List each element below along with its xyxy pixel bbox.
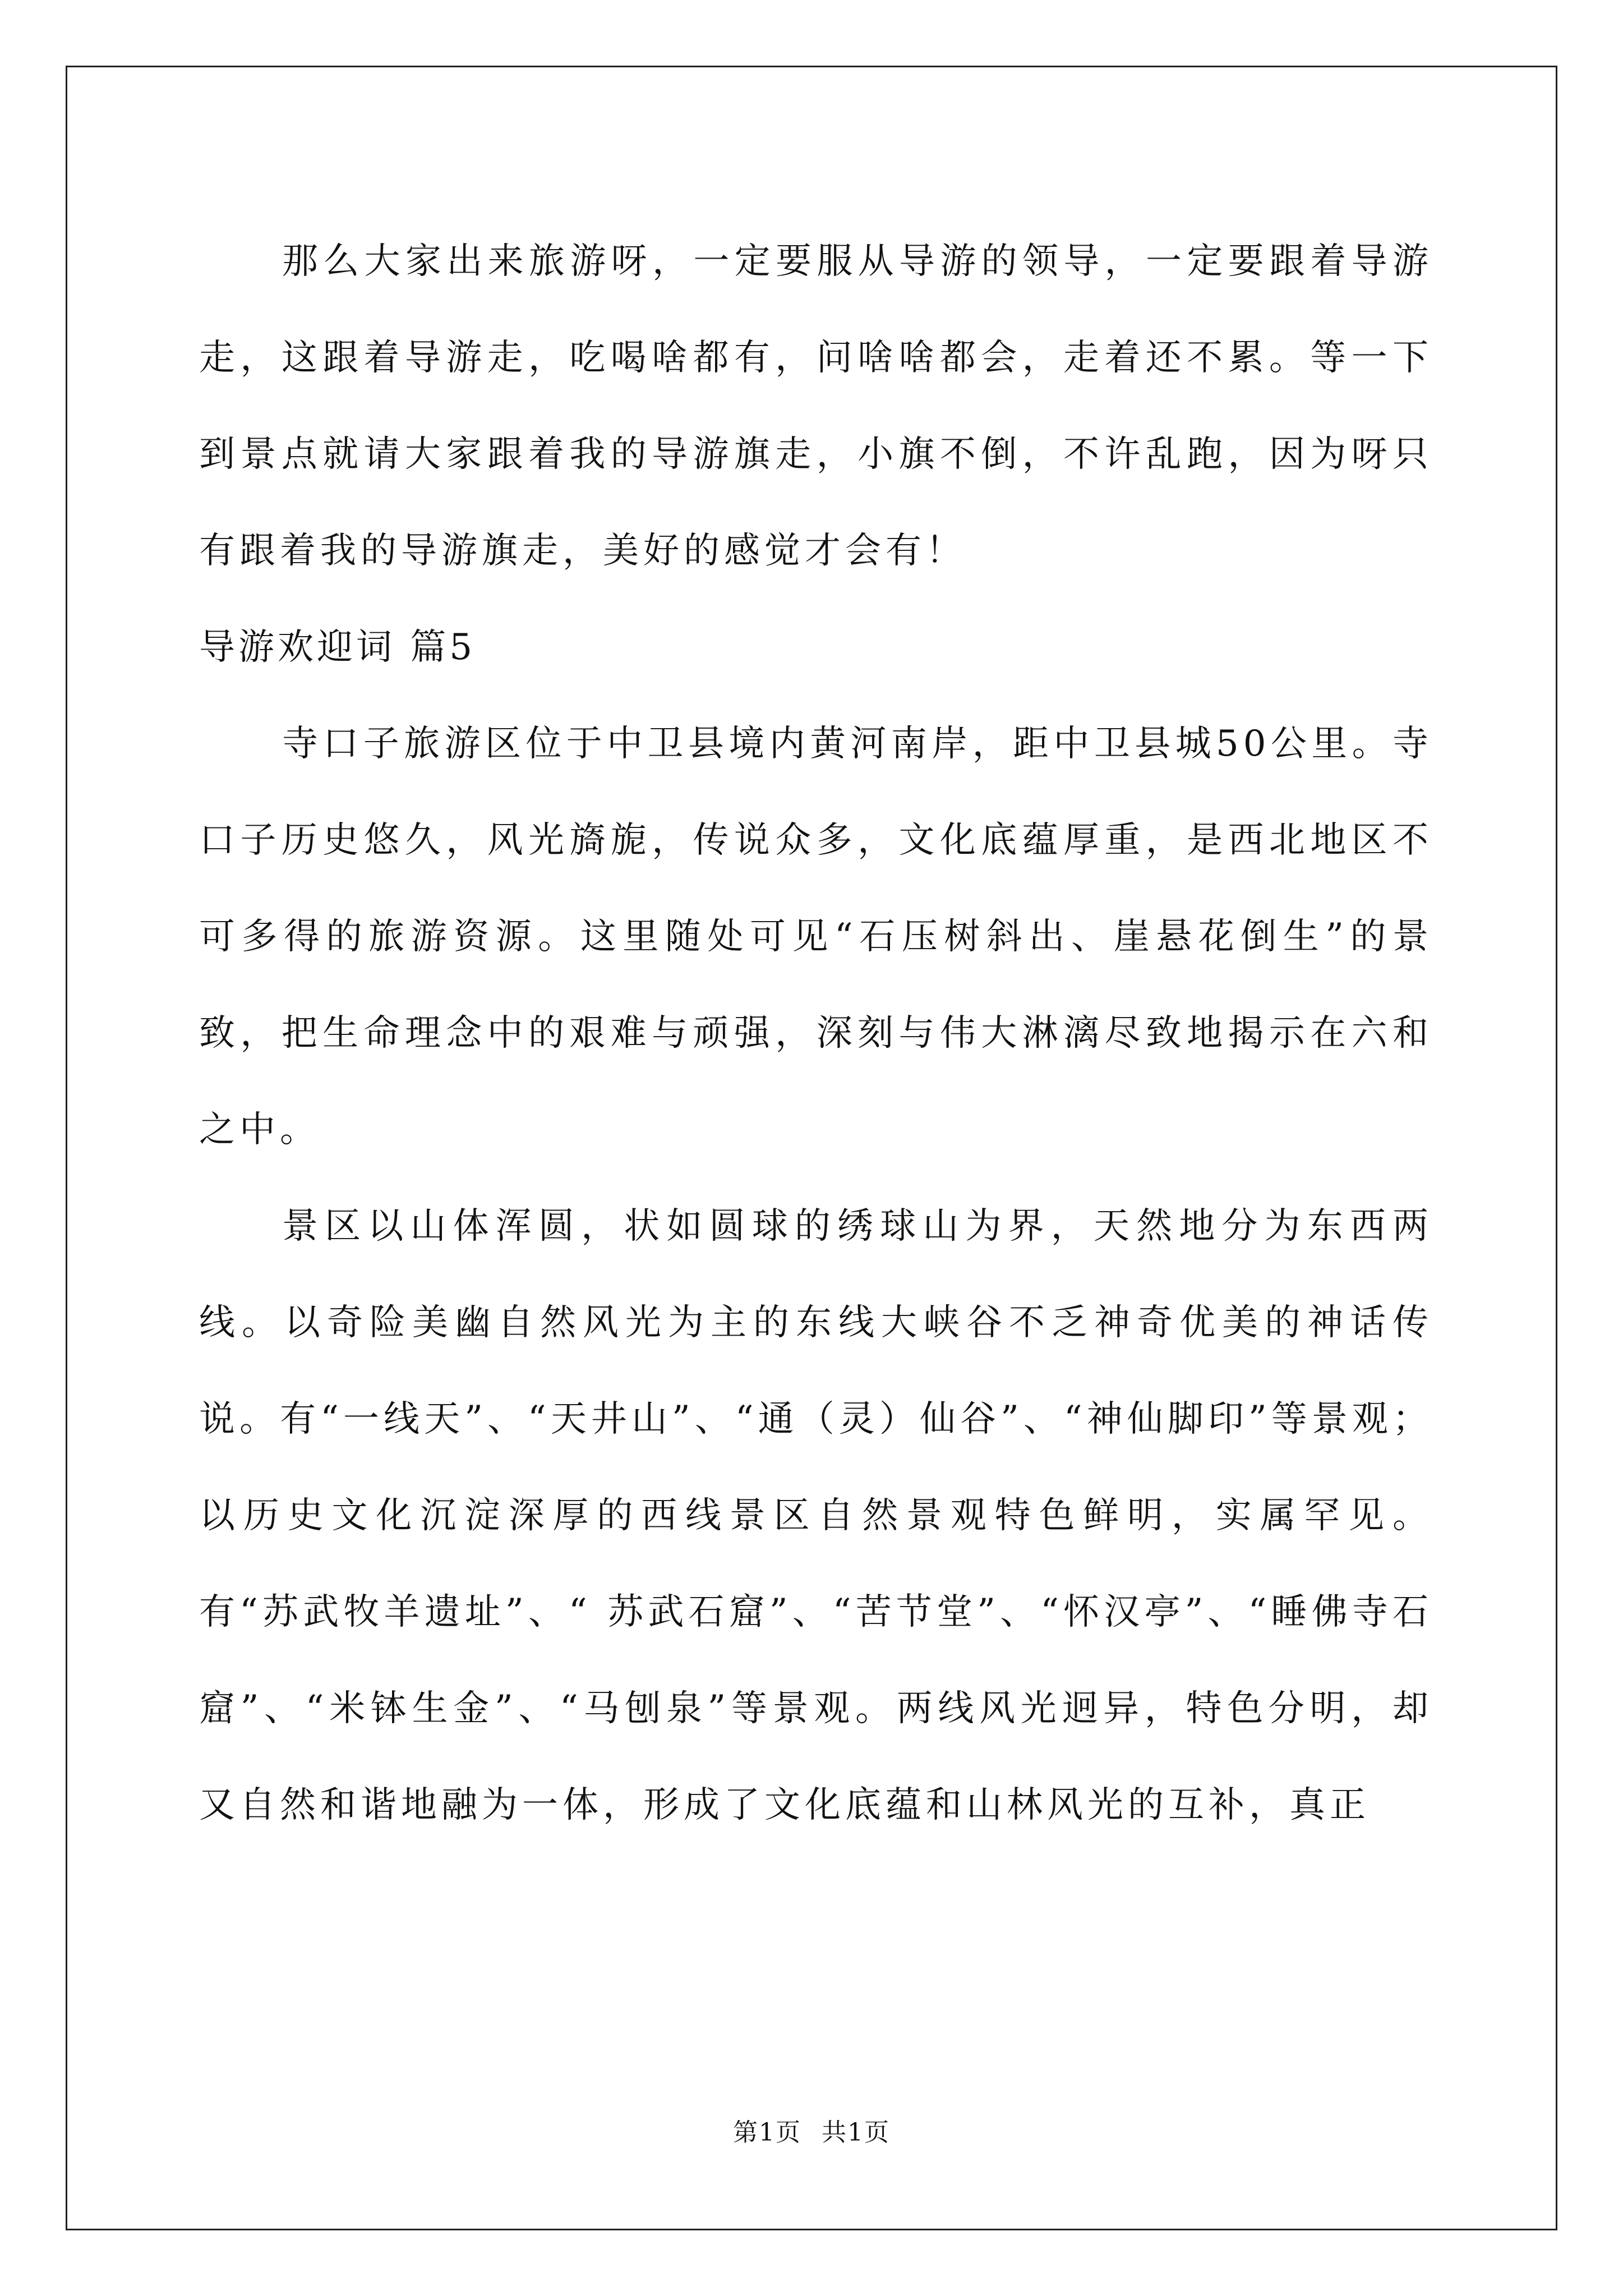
document-body [199, 213, 1433, 1853]
paragraph-1: 那么大家出来旅游呀，一定要服从导游的领导，一定要跟着导游走，这跟着导游走，吃喝啥都有，问啥啥都会，走着还不累。等一下到景点就请大家跟着我的导游旗走，小旗不倒，不许乱跑，因为呀只有跟着我的导游旗走，美好的感觉才会有！ [199, 241, 1433, 572]
paragraph-2: 寺口子旅游区位于中卫县境内黄河南岸，距中卫县城50公里。寺口子历史悠久，风光旖旎，传说众多，文化底蕴厚重，是西北地区不可多得的旅游资源。这里随处可见“石压树斜出、崖悬花倒生”的景致，把生命理念中的艰难与顽强，深刻与伟大淋漓尽致地揭示在六和之中。 [199, 723, 1433, 1151]
paragraph-3: 景区以山体浑圆，状如圆球的绣球山为界，天然地分为东西两线。以奇险美幽自然风光为主的东线大峡谷不乏神奇优美的神话传说。有“一线天”、“天井山”、“通（灵）仙谷”、“神仙脚印”等景观；以历史文化沉淀深厚的西线景区自然景观特色鲜明，实属罕见。有“苏武牧羊遗址”、“ 苏武石窟”、“苦节堂”、“怀汉亭”、“睡佛寺石窟”、“米钵生金”、“马刨泉”等景观。两线风光迥异，特色分明，却又自然和谐地融为一体，形成了文化底蕴和山林风光的互补，真正 [199, 1205, 1433, 1826]
section-heading: 导游欢迎词 篇5 [199, 627, 476, 668]
page-footer [0, 2112, 1623, 2148]
page-total: 共1页 [822, 2118, 890, 2147]
page-number: 第1页 [733, 2118, 801, 2147]
